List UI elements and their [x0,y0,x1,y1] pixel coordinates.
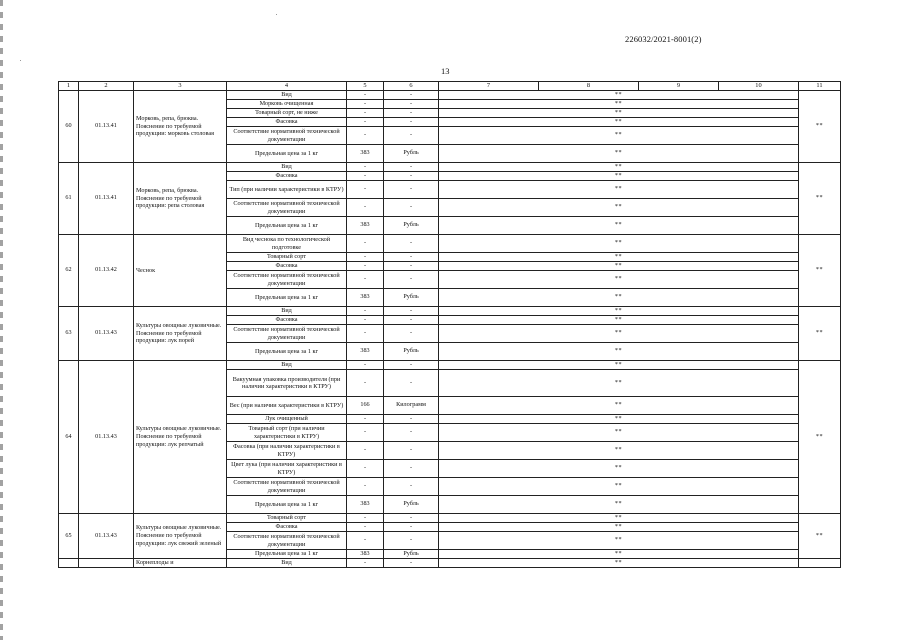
value-cell: - [347,163,384,172]
last-column-cell [799,559,841,568]
okpd-code-cell: 01.13.41 [79,91,134,163]
unit-cell: Рубль [384,217,439,235]
product-name-cell: Чеснок [134,235,227,307]
unit-cell: - [384,325,439,343]
unit-cell: - [384,181,439,199]
criteria-cell: ** [439,253,799,262]
unit-cell: - [384,514,439,523]
criteria-cell: ** [439,271,799,289]
unit-cell: - [384,307,439,316]
product-name-cell: Морковь, репа, брюква. Пояснение по требуемой продукции: репа столовая [134,163,227,235]
criteria-cell: ** [439,361,799,370]
value-cell: - [347,100,384,109]
characteristic-cell: Вид [227,307,347,316]
value-cell: - [347,316,384,325]
unit-cell: - [384,118,439,127]
criteria-cell: ** [439,424,799,442]
criteria-cell: ** [439,370,799,397]
table-body [59,91,841,568]
value-cell: 383 [347,343,384,361]
criteria-cell: ** [439,217,799,235]
unit-cell: - [384,316,439,325]
value-cell: - [347,262,384,271]
table-row [59,361,841,370]
value-cell: - [347,370,384,397]
value-cell: - [347,523,384,532]
header-cell: 3 [134,82,227,91]
value-cell: - [347,361,384,370]
okpd-code-cell [79,559,134,568]
header-cell: 7 [439,82,539,91]
unit-cell: - [384,127,439,145]
table-row [59,559,841,568]
characteristic-cell: Товарный сорт, не ниже [227,109,347,118]
criteria-cell: ** [439,550,799,559]
criteria-cell: ** [439,325,799,343]
table-row [59,307,841,316]
unit-cell: Рубль [384,289,439,307]
unit-cell: Рубль [384,496,439,514]
characteristic-cell: Фасовка [227,316,347,325]
criteria-cell: ** [439,316,799,325]
okpd-code-cell: 01.13.41 [79,163,134,235]
unit-cell: - [384,91,439,100]
header-cell: 11 [799,82,841,91]
okpd-code-cell: 01.13.43 [79,514,134,559]
page-number: 13 [441,66,450,76]
criteria-cell: ** [439,478,799,496]
header-cell: 2 [79,82,134,91]
criteria-cell: ** [439,109,799,118]
characteristic-cell: Фасовка [227,523,347,532]
criteria-cell: ** [439,496,799,514]
value-cell: - [347,172,384,181]
value-cell: - [347,424,384,442]
characteristic-cell: Цвет лука (при наличии характеристики в КТРУ) [227,460,347,478]
unit-cell: - [384,199,439,217]
characteristic-cell: Фасовка [227,262,347,271]
criteria-cell: ** [439,442,799,460]
unit-cell: - [384,424,439,442]
characteristic-cell: Тип (при наличии характеристики в КТРУ) [227,181,347,199]
last-column-cell: ** [799,163,841,235]
criteria-cell: ** [439,163,799,172]
characteristic-cell: Вид [227,361,347,370]
criteria-cell: ** [439,559,799,568]
value-cell: - [347,181,384,199]
criteria-cell: ** [439,199,799,217]
unit-cell: - [384,100,439,109]
header-cell: 4 [227,82,347,91]
value-cell: 166 [347,397,384,415]
value-cell: - [347,442,384,460]
characteristic-cell: Товарный сорт [227,253,347,262]
header-row [59,82,841,91]
scan-dot [20,60,21,61]
unit-cell: - [384,262,439,271]
characteristic-cell: Соответствие нормативной технической документации [227,127,347,145]
value-cell: 383 [347,550,384,559]
row-number-cell [59,559,79,568]
table-row [59,235,841,253]
characteristic-cell: Соответствие нормативной технической документации [227,199,347,217]
header-cell: 6 [384,82,439,91]
criteria-cell: ** [439,523,799,532]
characteristic-cell: Предельная цена за 1 кг [227,550,347,559]
row-number-cell: 64 [59,361,79,514]
unit-cell: - [384,235,439,253]
product-name-cell: Морковь, репа, брюква. Пояснение по требуемой продукции: морковь столовая [134,91,227,163]
value-cell: - [347,253,384,262]
row-number-cell: 63 [59,307,79,361]
criteria-cell: ** [439,460,799,478]
criteria-cell: ** [439,172,799,181]
product-name-cell: Культуры овощные луковичные. Пояснение по требуемой продукции: лук порей [134,307,227,361]
characteristic-cell: Товарный сорт [227,514,347,523]
characteristic-cell: Вид [227,559,347,568]
row-number-cell: 61 [59,163,79,235]
criteria-cell: ** [439,532,799,550]
characteristic-cell: Вес (при наличии характеристики в КТРУ) [227,397,347,415]
criteria-cell: ** [439,145,799,163]
unit-cell: - [384,361,439,370]
criteria-cell: ** [439,100,799,109]
characteristic-cell: Лук очищенный [227,415,347,424]
characteristic-cell: Фасовка [227,118,347,127]
unit-cell: - [384,271,439,289]
table-row [59,91,841,100]
last-column-cell: ** [799,235,841,307]
characteristic-cell: Соответствие нормативной технической документации [227,325,347,343]
value-cell: - [347,109,384,118]
specification-table [58,81,841,568]
unit-cell: - [384,370,439,397]
unit-cell: Рубль [384,343,439,361]
characteristic-cell: Фасовка (при наличии характеристики в КТРУ) [227,442,347,460]
characteristic-cell: Вакуумная упаковка производителя (при наличии характеристики в КТРУ) [227,370,347,397]
value-cell: - [347,532,384,550]
characteristic-cell: Предельная цена за 1 кг [227,343,347,361]
characteristic-cell: Морковь очищенная [227,100,347,109]
unit-cell: Рубль [384,145,439,163]
table-row [59,514,841,523]
unit-cell: - [384,559,439,568]
value-cell: - [347,325,384,343]
last-column-cell: ** [799,307,841,361]
criteria-cell: ** [439,307,799,316]
header-cell: 1 [59,82,79,91]
criteria-cell: ** [439,397,799,415]
okpd-code-cell: 01.13.42 [79,235,134,307]
characteristic-cell: Вид чеснока по технологической подготовке [227,235,347,253]
unit-cell: - [384,442,439,460]
criteria-cell: ** [439,514,799,523]
criteria-cell: ** [439,415,799,424]
unit-cell: - [384,532,439,550]
unit-cell: - [384,172,439,181]
header-cell: 8 [539,82,639,91]
unit-cell: - [384,523,439,532]
characteristic-cell: Вид [227,163,347,172]
product-name-cell: Культуры овощные луковичные. Пояснение по требуемой продукции: лук свежий зеленый [134,514,227,559]
criteria-cell: ** [439,91,799,100]
unit-cell: - [384,163,439,172]
characteristic-cell: Соответствие нормативной технической документации [227,478,347,496]
okpd-code-cell: 01.13.43 [79,307,134,361]
characteristic-cell: Фасовка [227,172,347,181]
row-number-cell: 65 [59,514,79,559]
unit-cell: - [384,478,439,496]
scan-edge [0,0,3,640]
unit-cell: Килограмм [384,397,439,415]
product-name-cell: Культуры овощные луковичные. Пояснение по требуемой продукции: лук репчатый [134,361,227,514]
value-cell: - [347,199,384,217]
product-name-cell: Корнеплоды и [134,559,227,568]
criteria-cell: ** [439,127,799,145]
characteristic-cell: Предельная цена за 1 кг [227,289,347,307]
unit-cell: Рубль [384,550,439,559]
characteristic-cell: Вид [227,91,347,100]
criteria-cell: ** [439,262,799,271]
last-column-cell: ** [799,361,841,514]
criteria-cell: ** [439,343,799,361]
characteristic-cell: Предельная цена за 1 кг [227,217,347,235]
value-cell: - [347,271,384,289]
value-cell: 383 [347,217,384,235]
value-cell: - [347,307,384,316]
value-cell: 383 [347,289,384,307]
value-cell: 383 [347,496,384,514]
value-cell: - [347,91,384,100]
header-cell: 9 [639,82,719,91]
header-cell: 10 [719,82,799,91]
okpd-code-cell: 01.13.43 [79,361,134,514]
characteristic-cell: Соответствие нормативной технической документации [227,271,347,289]
value-cell: - [347,460,384,478]
row-number-cell: 60 [59,91,79,163]
value-cell: - [347,478,384,496]
table-row [59,163,841,172]
last-column-cell: ** [799,514,841,559]
value-cell: - [347,415,384,424]
unit-cell: - [384,109,439,118]
unit-cell: - [384,415,439,424]
characteristic-cell: Соответствие нормативной технической документации [227,532,347,550]
unit-cell: - [384,460,439,478]
value-cell: - [347,559,384,568]
characteristic-cell: Предельная цена за 1 кг [227,145,347,163]
criteria-cell: ** [439,289,799,307]
scan-dot [276,14,277,15]
criteria-cell: ** [439,181,799,199]
value-cell: - [347,235,384,253]
row-number-cell: 62 [59,235,79,307]
criteria-cell: ** [439,235,799,253]
value-cell: - [347,118,384,127]
characteristic-cell: Предельная цена за 1 кг [227,496,347,514]
criteria-cell: ** [439,118,799,127]
value-cell: 383 [347,145,384,163]
header-cell: 5 [347,82,384,91]
document-number: 226032/2021-8001(2) [625,34,702,44]
value-cell: - [347,127,384,145]
characteristic-cell: Товарный сорт (при наличии характеристики в КТРУ) [227,424,347,442]
unit-cell: - [384,253,439,262]
last-column-cell: ** [799,91,841,163]
value-cell: - [347,514,384,523]
